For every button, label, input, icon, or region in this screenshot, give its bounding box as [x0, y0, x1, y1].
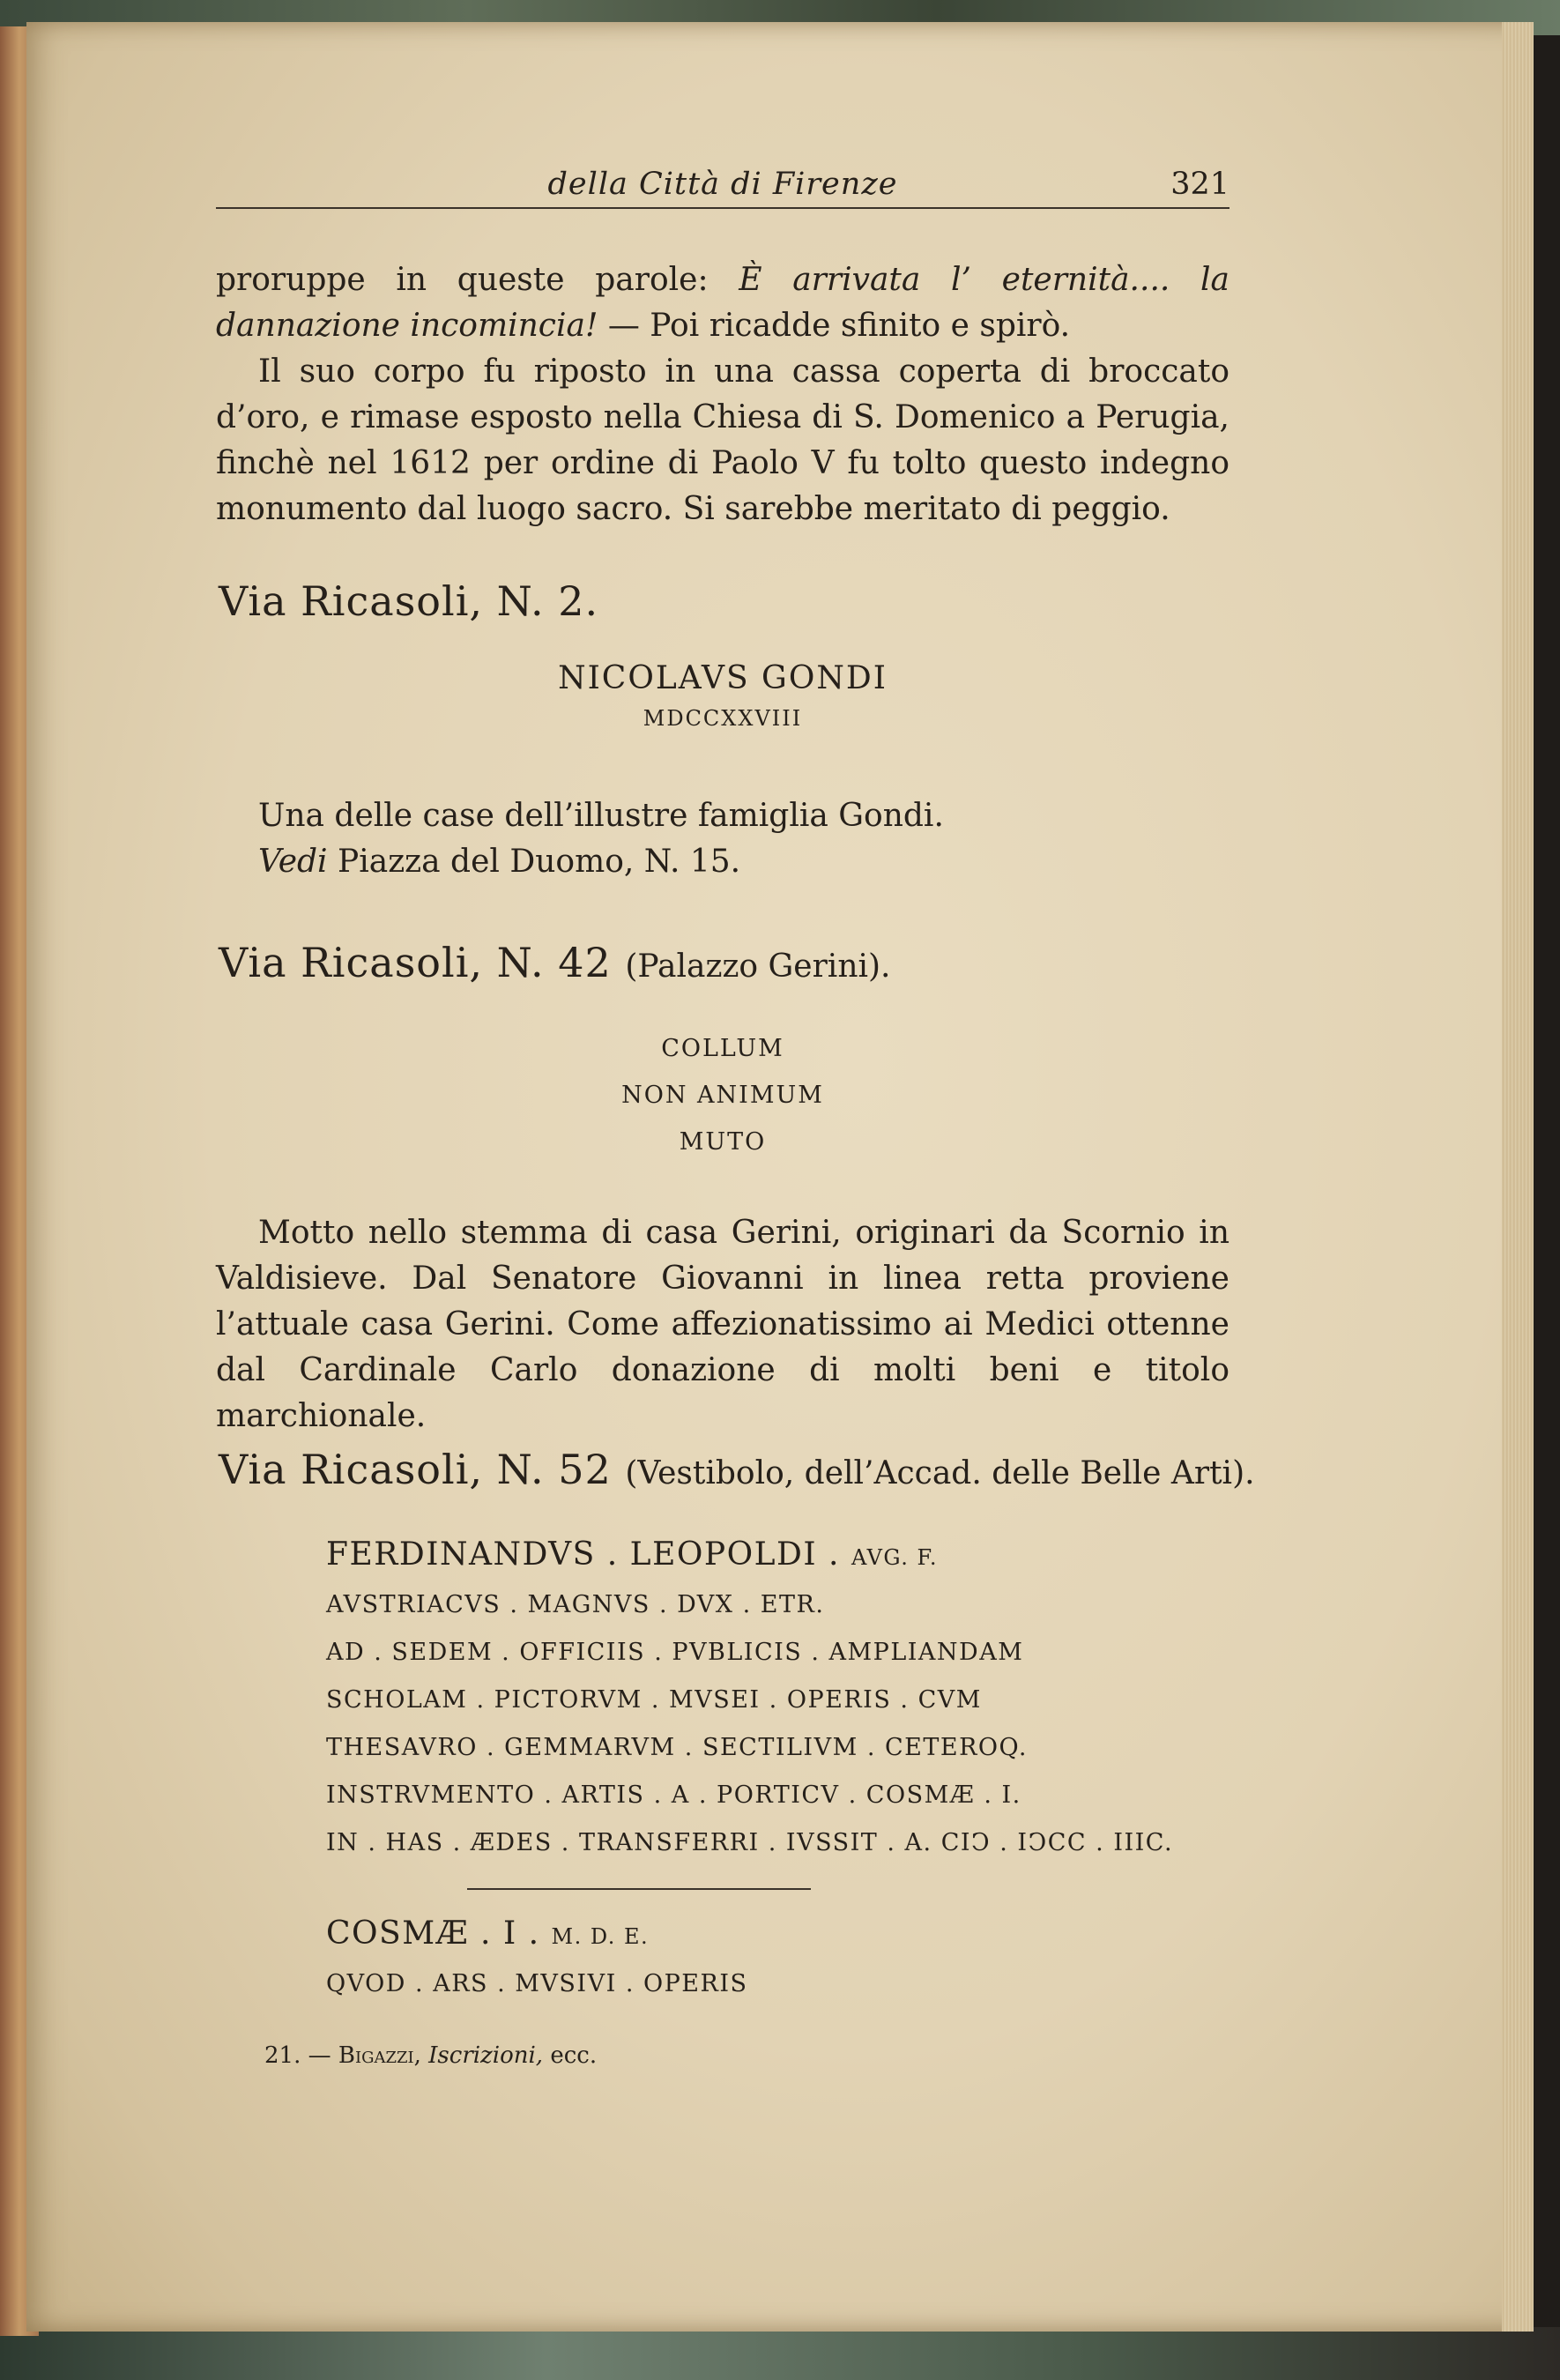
- inscription-line: INSTRVMENTO . ARTIS . A . PORTICV . COSMÆ . I.: [326, 1781, 1021, 1809]
- page-edge: [1502, 22, 1534, 2332]
- vedi-label: Vedi: [258, 844, 328, 880]
- inscription-line: QVOD . ARS . MVSIVI . OPERIS: [326, 1970, 748, 1997]
- burial-paragraph: Il suo corpo fu riposto in una cassa coperta di broccato d’oro, e rimase esposto nella Chiesa di S. Domenico a Perugia, finchè nel 1612 per ordine di Paolo V fu tolto questo indegno monumento dal luogo sacro. Si sarebbe meritato di peggio.: [216, 353, 1229, 527]
- running-title: della Città di Firenze: [547, 167, 898, 202]
- inscription-line: NICOLAVS GONDI: [558, 660, 888, 696]
- heading-note: (Vestibolo, dell’Accad. delle Belle Arti).: [625, 1455, 1255, 1491]
- section-heading-ricasoli-2: Via Ricasoli, N. 2.: [219, 577, 599, 625]
- heading-note: (Palazzo Gerini).: [625, 948, 891, 985]
- inscription-line: MDCCXXVIII: [643, 706, 803, 731]
- section-heading-ricasoli-52: Via Ricasoli, N. 52 (Vestibolo, dell’Accad. delle Belle Arti).: [219, 1446, 1255, 1493]
- inscription-line: COSMÆ . I . M. D. E.: [326, 1915, 650, 1952]
- comment-line: Vedi Piazza del Duomo, N. 15.: [258, 844, 741, 880]
- section-heading-ricasoli-42: Via Ricasoli, N. 42 (Palazzo Gerini).: [219, 939, 891, 986]
- comment-line: Una delle case dell’illustre famiglia Gondi.: [258, 798, 944, 834]
- author-name: Bigazzi,: [338, 2042, 421, 2069]
- inscription-gerini-motto: [216, 1025, 1229, 1165]
- inscription-gondi: [216, 657, 1229, 736]
- signature-footnote: 21. — Bigazzi, Iscrizioni, ecc.: [264, 2042, 598, 2069]
- quoted-exclamation: È arrivata l’ eternità.... la dannazione incomincia!: [216, 262, 1229, 344]
- inscription-line: COLLUM: [661, 1035, 784, 1062]
- inscription-line: MUTO: [679, 1128, 767, 1156]
- opening-paragraph: proruppe in queste parole: È arrivata l’ eternità.... la dannazione incomincia! — Poi ricadde sfinito e spirò.: [216, 262, 1229, 344]
- inscription-cosmae: [326, 1910, 1207, 2008]
- cover-board-bottom: [0, 2327, 1560, 2380]
- inscription-line: IN . HAS . ÆDES . TRANSFERRI . IVSSIT . A. CIϽ . IϽCC . IIIC.: [326, 1829, 1174, 1856]
- inscription-line: THESAVRO . GEMMARVM . SECTILIVM . CETEROQ.: [326, 1734, 1028, 1761]
- separator-rule: [467, 1888, 811, 1890]
- inscription-line: NON ANIMUM: [621, 1082, 824, 1109]
- comment-paragraph: Motto nello stemma di casa Gerini, originari da Scornio in Valdisieve. Dal Senatore Giovanni in linea retta proviene l’attuale casa Gerini. Come affezionatissimo ai Medici ottenne dal Cardinale Carlo donazione di molti beni e titolo marchionale.: [216, 1215, 1229, 1434]
- inscription-line: SCHOLAM . PICTORVM . MVSEI . OPERIS . CVM: [326, 1686, 982, 1714]
- page-number: 321: [1170, 167, 1229, 202]
- book-page: [26, 22, 1534, 2332]
- book-title: Iscrizioni,: [420, 2042, 544, 2069]
- inscription-ferdinandus: [326, 1531, 1207, 1867]
- inscription-line: AVSTRIACVS . MAGNVS . DVX . ETR.: [326, 1591, 825, 1618]
- page-header: [216, 163, 1229, 209]
- inscription-line: FERDINANDVS . LEOPOLDI . AVG. F.: [326, 1536, 939, 1573]
- opening-text: [216, 257, 1229, 532]
- gondi-comment: [216, 793, 1229, 885]
- gerini-comment: [216, 1210, 1229, 1439]
- inscription-line: AD . SEDEM . OFFICIIS . PVBLICIS . AMPLIANDAM: [326, 1639, 1024, 1666]
